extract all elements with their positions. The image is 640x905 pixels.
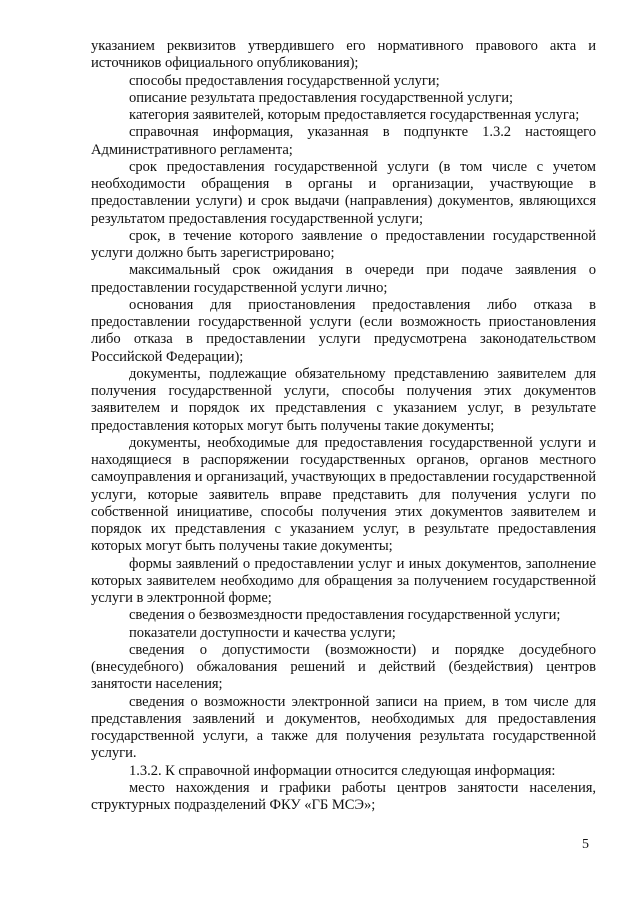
paragraph: способы предоставления государственной услуги; xyxy=(129,72,440,89)
section-heading: 1.3.2. К справочной информации относится следующая информация: xyxy=(129,762,556,779)
paragraph: формы заявлений о предоставлении услуг и иных документов, заполнение которых заявителем необходимо для обращения за получением государственной услуги в электронной форме; xyxy=(91,555,596,606)
paragraph: показатели доступности и качества услуги; xyxy=(129,624,396,641)
paragraph: максимальный срок ожидания в очереди при подаче заявления о предоставлении государственной услуги лично; xyxy=(91,262,596,296)
paragraph: срок предоставления государственной услуги (в том числе с учетом необходимости обращения в органы и организации, участвующие в предоставлении услуги) и срок выдачи (направления) документов, являющихся результатом предоставления государственной услуги; xyxy=(91,158,596,227)
paragraph: основания для приостановления предоставления либо отказа в предоставлении государственной услуги (если возможность приостановления либо отказа в предоставлении услуги предусмотрена законодательством Российской Федерации); xyxy=(91,296,596,365)
paragraph: сведения о безвозмездности предоставления государственной услуги; xyxy=(129,607,561,624)
paragraph: срок, в течение которого заявление о предоставлении государственной услуги должно быть зарегистрировано; xyxy=(91,227,596,261)
paragraph: указанием реквизитов утвердившего его нормативного правового акта и источников официального опубликования); xyxy=(91,38,596,72)
paragraph: документы, необходимые для предоставления государственной услуги и находящиеся в распоряжении государственных органов, органов местного самоуправления и организаций, участвующих в предоставлении государственной услуги, которые заявитель вправе представить для получения услуги по собственной инициативе, способы получения этих документов заявителем и порядок их представления с указанием услуг, в результате предоставления которых могут быть получены такие документы; xyxy=(91,434,596,555)
paragraph: место нахождения и графики работы центров занятости населения, структурных подразделений ФКУ «ГБ МСЭ»; xyxy=(91,779,596,813)
paragraph: категория заявителей, которым предоставляется государственная услуга; xyxy=(129,107,580,123)
paragraph: документы, подлежащие обязательному представлению заявителем для получения государственной услуги, способы получения этих документов заявителем и порядок их представления с указанием услуг, в результате предоставления которых могут быть получены такие документы; xyxy=(91,365,596,434)
paragraph: справочная информация, указанная в подпункте 1.3.2 настоящего Административного регламента; xyxy=(91,124,596,158)
body-text xyxy=(91,38,596,814)
paragraph: сведения о возможности электронной записи на прием, в том числе для представления заявлений и документов, необходимых для предоставления государственной услуги, а также для получения результата государственной услуги. xyxy=(91,693,596,762)
paragraph: описание результата предоставления государственной услуги; xyxy=(129,89,513,106)
page-number: 5 xyxy=(582,837,589,852)
paragraph: сведения о допустимости (возможности) и порядке досудебного (внесудебного) обжалования решений и действий (бездействия) центров занятости населения; xyxy=(91,641,596,693)
